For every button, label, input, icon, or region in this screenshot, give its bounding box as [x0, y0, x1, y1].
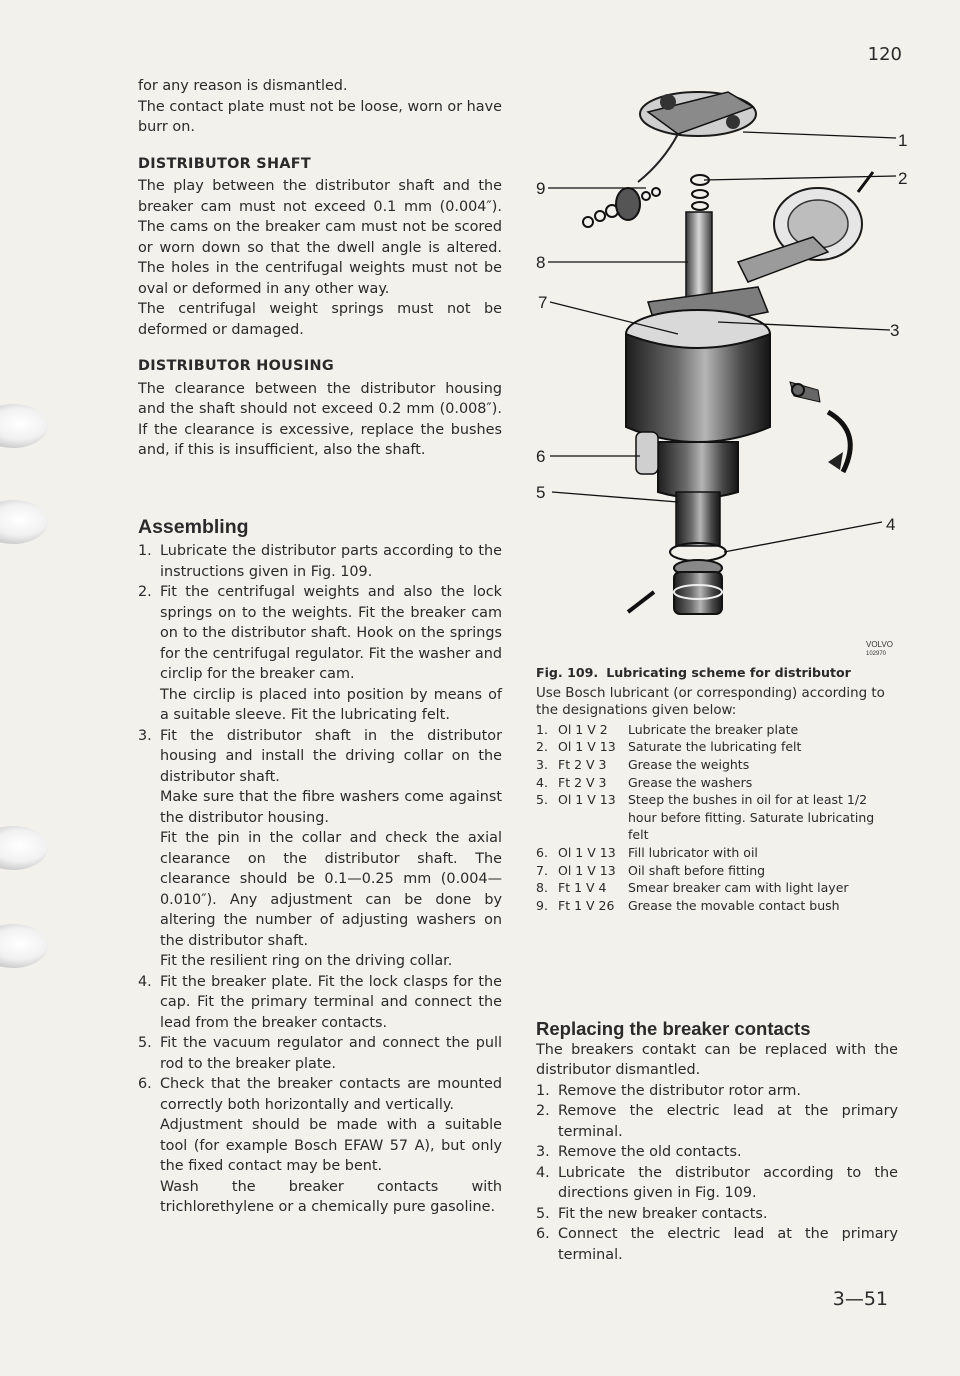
row-text: Oil shaft before fitting: [628, 862, 766, 878]
row-code: Ol 1 V 13: [558, 739, 616, 755]
row-text: Saturate the lubricating felt: [628, 739, 802, 755]
step-text: Connect the electric lead at the primary terminal.: [558, 1226, 898, 1263]
figure-caption: [536, 664, 898, 682]
list-item: [138, 726, 502, 972]
binder-hole: [0, 404, 48, 448]
step-text: Fit the distributor shaft in the distributor housing and install the driving collar on the distributor shaft.: [160, 727, 502, 785]
step-text: Fit the pin in the collar and check the axial clearance on the distributor shaft. The clearance should be 0.1—0.25 mm (0.004—0.010″). Any adjustment can be done by altering the number of adjusting washers on the distributor shaft.: [160, 830, 502, 949]
list-item: [536, 1081, 898, 1102]
table-row: [536, 844, 898, 862]
replacing-intro: The breakers contakt can be replaced with the distributor dismantled.: [536, 1041, 898, 1079]
step-number: 2.: [138, 584, 152, 600]
step-text: Lubricate the distributor parts according to the instructions given in Fig. 109.: [160, 543, 502, 580]
step-text: Fit the breaker plate. Fit the lock clasps for the cap. Fit the primary terminal and connect the lead from the breaker contacts.: [160, 973, 502, 1031]
lubrication-table: [536, 721, 898, 915]
row-code: Ol 1 V 13: [558, 862, 616, 878]
callout-6: 6: [536, 447, 546, 466]
step-text: Remove the distributor rotor arm.: [558, 1082, 801, 1099]
driving-collar: [628, 492, 726, 614]
distributor-housing: [626, 310, 820, 498]
callout-8: 8: [536, 253, 546, 272]
row-code: Ft 2 V 3: [558, 774, 607, 790]
list-item: [138, 972, 502, 1034]
list-item: [138, 541, 502, 582]
assembling-title: Assembling: [138, 515, 249, 538]
distributor-shaft-heading: DISTRIBUTOR SHAFT: [138, 155, 312, 172]
row-num: 2.: [536, 739, 548, 755]
step-text: Fit the resilient ring on the driving collar.: [160, 953, 453, 969]
footer-page-number: 3—51: [832, 1288, 888, 1310]
callout-9: 9: [536, 179, 546, 198]
step-number: 4.: [536, 1164, 550, 1181]
figure-stamp-code: 102970: [866, 651, 887, 657]
row-num: 4.: [536, 774, 548, 790]
list-item: [536, 1142, 898, 1163]
binder-hole: [0, 826, 48, 870]
table-row: [536, 897, 898, 915]
figure-stamp-brand: VOLVO: [866, 640, 893, 649]
step-text: Fit the vacuum regulator and connect the pull rod to the breaker plate.: [160, 1035, 502, 1072]
row-text: Fill lubricator with oil: [628, 844, 758, 860]
step-text: Wash the breaker contacts with trichlorethylene or a chemically pure gasoline.: [160, 1178, 502, 1215]
callout-5: 5: [536, 483, 546, 502]
list-item: [138, 1074, 502, 1218]
table-row: [536, 721, 898, 739]
lubrication-intro: Use Bosch lubricant (or corresponding) according to the designations given below:: [536, 685, 885, 719]
step-text: Lubricate the distributor according to the directions given in Fig. 109.: [558, 1164, 898, 1202]
list-item: [138, 582, 502, 726]
page-number: 120: [867, 44, 902, 65]
step-text: Remove the electric lead at the primary terminal.: [558, 1103, 898, 1140]
row-text: Grease the movable contact bush: [628, 897, 840, 913]
intro-line: The contact plate must not be loose, worn or have burr on.: [138, 98, 502, 135]
row-text: Steep the bushes in oil for at least 1/2 hour before fitting. Saturate lubricating felt: [628, 792, 875, 843]
list-item: [536, 1204, 898, 1225]
callout-4: 4: [886, 515, 896, 534]
step-number: 3.: [536, 1144, 550, 1161]
step-text: Fit the new breaker contacts.: [558, 1205, 768, 1222]
table-row: [536, 862, 898, 880]
row-code: Ft 1 V 4: [558, 880, 607, 896]
row-text: Grease the washers: [628, 774, 753, 790]
step-text: Fit the centrifugal weights and also the lock springs on to the weights. Fit the breaker cam on to the distributor shaft. Hook on the springs for the centrifugal regulator. Fit the washer and circlip for the breaker cam.: [160, 584, 502, 682]
paragraph: The centrifugal weight springs must not be deformed or damaged.: [138, 301, 502, 338]
row-code: Ol 1 V 13: [558, 792, 616, 808]
list-item: [536, 1163, 898, 1204]
intro-line: for any reason is dismantled.: [138, 78, 348, 94]
figure-caption-text: Lubricating scheme for distributor: [606, 665, 851, 680]
table-row: [536, 774, 898, 792]
callout-1: 1: [898, 131, 908, 150]
step-number: 4.: [138, 973, 152, 990]
row-text: Grease the weights: [628, 756, 750, 772]
list-item: [536, 1224, 898, 1265]
step-text: Remove the old contacts.: [558, 1144, 742, 1161]
row-code: Ft 2 V 3: [558, 756, 607, 772]
table-row: [536, 879, 898, 897]
table-row: [536, 738, 898, 756]
left-column: [138, 76, 502, 1218]
step-number: 3.: [138, 727, 152, 744]
step-number: 6.: [138, 1076, 152, 1092]
distributor-exploded-view: [528, 72, 908, 662]
distributor-drawing: [528, 72, 908, 662]
step-text: Adjustment should be made with a suitable tool (for example Bosch EFAW 57 A), but only the fixed contact may be bent.: [160, 1117, 502, 1174]
paragraph: The play between the distributor shaft and the breaker cam must not exceed 0.1 mm (0.004″). The cams on the breaker cam must not be scored or worn down so that the dwell angle is altered. The holes in the centrifugal weights must not be oval or deformed in any other way.: [138, 178, 502, 297]
step-number: 5.: [536, 1205, 550, 1222]
row-code: Ol 1 V 2: [558, 721, 608, 737]
replacing-title: Replacing the breaker contacts: [536, 1018, 811, 1040]
replacing-steps: [536, 1081, 898, 1266]
breaker-plate: [638, 92, 756, 182]
callout-3: 3: [890, 321, 900, 340]
callout-7: 7: [538, 293, 548, 312]
step-text: Make sure that the fibre washers come against the distributor housing.: [160, 789, 502, 826]
list-item: [536, 1101, 898, 1142]
row-num: 8.: [536, 880, 548, 896]
step-text: The circlip is placed into position by means of a suitable sleeve. Fit the lubricating felt.: [160, 686, 502, 723]
row-num: 5.: [536, 792, 548, 808]
table-row: [536, 791, 898, 844]
callout-2: 2: [898, 169, 908, 188]
row-code: Ft 1 V 26: [558, 897, 615, 913]
distributor-housing-heading: DISTRIBUTOR HOUSING: [138, 358, 334, 374]
step-number: 2.: [536, 1103, 550, 1120]
binder-hole: [0, 500, 48, 544]
row-num: 9.: [536, 897, 548, 913]
row-text: Smear breaker cam with light layer: [628, 880, 849, 896]
row-text: Lubricate the breaker plate: [628, 721, 799, 737]
row-num: 6.: [536, 844, 548, 860]
step-number: 1.: [138, 543, 152, 559]
list-item: [138, 1033, 502, 1074]
vacuum-regulator: [738, 172, 873, 282]
step-number: 1.: [536, 1082, 550, 1099]
row-num: 1.: [536, 721, 548, 737]
figure-number: Fig. 109.: [536, 665, 599, 680]
paragraph: The clearance between the distributor housing and the shaft should not exceed 0.2 mm (0.008″). If the clearance is excessive, replace the bushes and, if this is insufficient, also the shaft.: [138, 380, 502, 458]
row-code: Ol 1 V 13: [558, 844, 616, 860]
step-number: 5.: [138, 1035, 152, 1051]
row-num: 3.: [536, 756, 548, 772]
assembling-steps: [138, 541, 502, 1218]
binder-hole: [0, 924, 48, 968]
step-number: 6.: [536, 1226, 550, 1243]
table-row: [536, 756, 898, 774]
step-text: Check that the breaker contacts are mounted correctly both horizontally and vertically.: [160, 1076, 502, 1113]
row-num: 7.: [536, 862, 548, 878]
right-column: [536, 664, 898, 1265]
